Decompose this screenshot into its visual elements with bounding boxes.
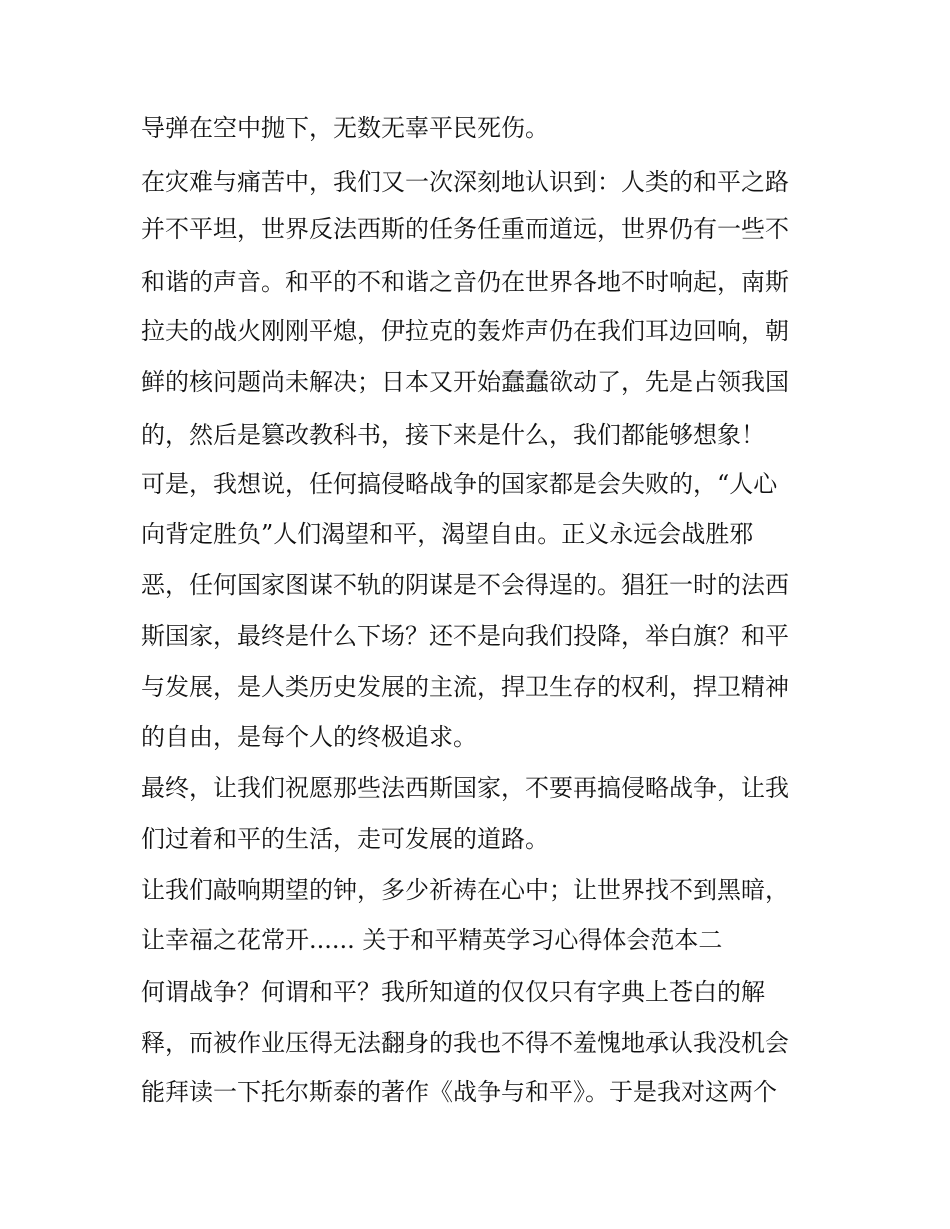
text-line: 恶，任何国家图谋不轨的阴谋是不会得逞的。猖狂一时的法西 [141, 571, 789, 599]
text-line: 和谐的声音。和平的不和谐之音仍在世界各地不时响起，南斯 [141, 268, 789, 296]
text-line: 的自由，是每个人的终极追求。 [141, 723, 477, 751]
text-line: 拉夫的战火刚刚平熄，伊拉克的轰炸声仍在我们耳边回响，朝 [141, 317, 789, 345]
text-line: 最终，让我们祝愿那些法西斯国家，不要再搞侵略战争，让我 [141, 774, 789, 802]
text-line: 斯国家，最终是什么下场？还不是向我们投降，举白旗？和平 [141, 622, 789, 650]
text-line: 让我们敲响期望的钟，多少祈祷在心中；让世界找不到黑暗， [141, 876, 789, 904]
text-line: 与发展，是人类历史发展的主流，捍卫生存的权利，捍卫精神 [141, 673, 789, 701]
text-line: 释，而被作业压得无法翻身的我也不得不羞愧地承认我没机会 [141, 1029, 789, 1057]
text-line: 向背定胜负”人们渴望和平，渴望自由。正义永远会战胜邪 [141, 520, 754, 548]
text-line: 并不平坦，世界反法西斯的任务任重而道远，世界仍有一些不 [141, 215, 789, 243]
text-line: 在灾难与痛苦中，我们又一次深刻地认识到：人类的和平之路 [141, 168, 789, 196]
text-line: 的，然后是篡改教科书，接下来是什么，我们都能够想象！ [141, 421, 765, 449]
text-line: 鲜的核问题尚未解决；日本又开始蠢蠢欲动了，先是占领我国 [141, 368, 789, 396]
text-line: 导弹在空中抛下，无数无辜平民死伤。 [141, 114, 549, 142]
text-line: 能拜读一下托尔斯泰的著作《战争与和平》。于是我对这两个 [141, 1078, 777, 1106]
text-line: 何谓战争？何谓和平？我所知道的仅仅只有字典上苍白的解 [141, 978, 765, 1006]
text-line: 可是，我想说，任何搞侵略战争的国家都是会失败的，“人心 [141, 470, 778, 498]
text-line: 们过着和平的生活，走可发展的道路。 [141, 825, 549, 853]
text-line: 让幸福之花常开...... 关于和平精英学习心得体会范本二 [141, 926, 723, 954]
